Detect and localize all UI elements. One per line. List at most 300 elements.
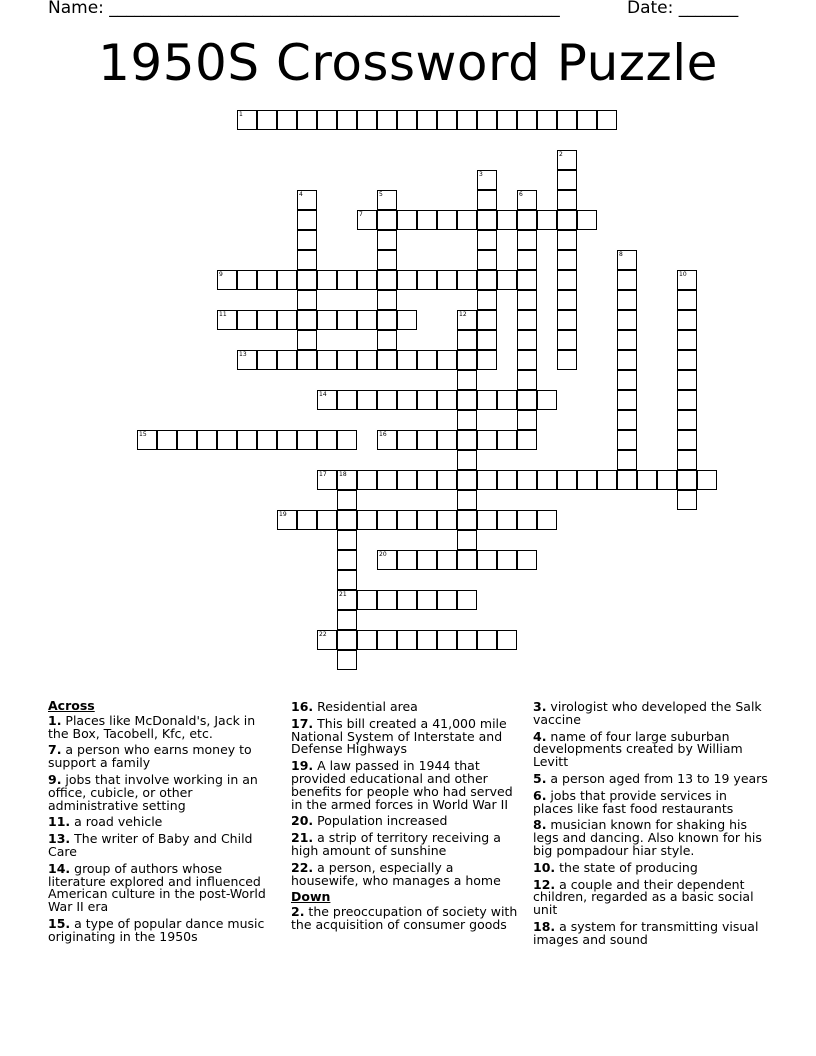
clue-number-label: 15. <box>48 915 71 931</box>
clue-number-label: 2. <box>291 904 305 920</box>
grid-cell[interactable] <box>177 430 197 450</box>
clue-text: A law passed in 1944 that provided educational and other benefits for people who had served in the armed forces in World War II <box>291 758 513 812</box>
grid-cell[interactable] <box>617 350 637 370</box>
grid-cell[interactable] <box>337 630 357 650</box>
grid-cell[interactable] <box>457 330 477 350</box>
across-clue <box>48 816 276 829</box>
clue-number: 21 <box>339 591 347 598</box>
grid-cell[interactable] <box>357 310 377 330</box>
grid-cell[interactable] <box>677 410 697 430</box>
grid-cell[interactable] <box>677 390 697 410</box>
grid-cell[interactable] <box>357 470 377 490</box>
grid-cell[interactable] <box>617 470 637 490</box>
down-clue <box>533 876 769 918</box>
grid-cell[interactable] <box>397 390 417 410</box>
grid-cell[interactable] <box>397 110 417 130</box>
grid-cell[interactable] <box>677 310 697 330</box>
grid-cell[interactable] <box>457 210 477 230</box>
grid-cell[interactable] <box>677 470 697 490</box>
grid-cell[interactable] <box>457 110 477 130</box>
grid-cell[interactable] <box>137 430 157 450</box>
grid-cell[interactable] <box>377 210 397 230</box>
clue-text: a couple and their dependent children, regarded as a basic social unit <box>533 876 754 918</box>
grid-cell[interactable] <box>457 450 477 470</box>
grid-cell[interactable] <box>517 290 537 310</box>
grid-cell[interactable] <box>617 310 637 330</box>
grid-cell[interactable] <box>217 270 237 290</box>
clue-text: name of four large suburban developments created by William Levitt <box>533 728 743 770</box>
grid-cell[interactable] <box>377 590 397 610</box>
grid-cell[interactable] <box>417 550 437 570</box>
grid-cell[interactable] <box>377 390 397 410</box>
down-clue <box>533 819 769 857</box>
grid-cell[interactable] <box>437 430 457 450</box>
grid-cell[interactable] <box>557 290 577 310</box>
grid-cell[interactable] <box>577 110 597 130</box>
clues-column-1 <box>48 700 276 948</box>
clue-number: 1 <box>239 111 243 118</box>
grid-cell[interactable] <box>257 270 277 290</box>
grid-cell[interactable] <box>517 410 537 430</box>
clue-number: 15 <box>139 431 147 438</box>
page-title: 1950S Crossword Puzzle <box>98 34 718 92</box>
grid-cell[interactable] <box>437 270 457 290</box>
grid-cell[interactable] <box>197 430 217 450</box>
grid-cell[interactable] <box>477 330 497 350</box>
clue-number: 18 <box>339 471 347 478</box>
grid-cell[interactable] <box>557 170 577 190</box>
grid-cell[interactable] <box>317 470 337 490</box>
grid-cell[interactable] <box>697 470 717 490</box>
grid-cell[interactable] <box>377 510 397 530</box>
name-field-label: Name: _____________________________________________________ <box>48 0 560 18</box>
grid-cell[interactable] <box>477 630 497 650</box>
grid-cell[interactable] <box>257 350 277 370</box>
clue-number: 20 <box>379 551 387 558</box>
grid-cell[interactable] <box>317 350 337 370</box>
grid-cell[interactable] <box>357 510 377 530</box>
down-clue <box>533 859 769 875</box>
clue-text: a system for transmitting visual images and sound <box>533 918 759 947</box>
grid-cell[interactable] <box>417 110 437 130</box>
grid-cell[interactable] <box>457 370 477 390</box>
grid-cell[interactable] <box>517 470 537 490</box>
grid-cell[interactable] <box>517 190 537 210</box>
grid-cell[interactable] <box>457 270 477 290</box>
grid-cell[interactable] <box>537 510 557 530</box>
grid-cell[interactable] <box>317 110 337 130</box>
grid-cell[interactable] <box>437 210 457 230</box>
grid-cell[interactable] <box>517 370 537 390</box>
across-clue <box>48 771 276 813</box>
grid-cell[interactable] <box>437 350 457 370</box>
grid-cell[interactable] <box>437 550 457 570</box>
grid-cell[interactable] <box>437 390 457 410</box>
grid-cell[interactable] <box>517 270 537 290</box>
grid-cell[interactable] <box>397 270 417 290</box>
across-clue <box>291 715 521 757</box>
grid-cell[interactable] <box>457 530 477 550</box>
grid-cell[interactable] <box>317 310 337 330</box>
grid-cell[interactable] <box>497 630 517 650</box>
across-clue <box>48 712 276 741</box>
grid-cell[interactable] <box>277 110 297 130</box>
grid-cell[interactable] <box>477 470 497 490</box>
down-heading: Down <box>291 889 331 905</box>
grid-cell[interactable] <box>397 630 417 650</box>
grid-cell[interactable] <box>237 310 257 330</box>
grid-cell[interactable] <box>337 430 357 450</box>
grid-cell[interactable] <box>257 310 277 330</box>
grid-cell[interactable] <box>377 110 397 130</box>
grid-cell[interactable] <box>317 430 337 450</box>
grid-cell[interactable] <box>337 530 357 550</box>
grid-cell[interactable] <box>377 310 397 330</box>
grid-cell[interactable] <box>397 590 417 610</box>
grid-cell[interactable] <box>557 470 577 490</box>
grid-cell[interactable] <box>457 490 477 510</box>
grid-cell[interactable] <box>297 230 317 250</box>
grid-cell[interactable] <box>477 430 497 450</box>
grid-cell[interactable] <box>437 470 457 490</box>
grid-cell[interactable] <box>677 290 697 310</box>
grid-cell[interactable] <box>317 270 337 290</box>
across-clue <box>48 833 276 859</box>
grid-cell[interactable] <box>497 550 517 570</box>
grid-cell[interactable] <box>337 350 357 370</box>
grid-cell[interactable] <box>677 450 697 470</box>
grid-cell[interactable] <box>317 630 337 650</box>
grid-cell[interactable] <box>377 330 397 350</box>
grid-cell[interactable] <box>417 350 437 370</box>
grid-cell[interactable] <box>497 510 517 530</box>
clue-number: 12 <box>459 311 467 318</box>
clue-number-label: 10. <box>533 859 556 875</box>
clue-text: This bill created a 41,000 mile National System of Interstate and Defense Highways <box>291 715 507 757</box>
grid-cell[interactable] <box>277 270 297 290</box>
down-clue <box>533 787 769 816</box>
grid-cell[interactable] <box>297 190 317 210</box>
grid-cell[interactable] <box>437 630 457 650</box>
grid-cell[interactable] <box>477 390 497 410</box>
clue-text: Population increased <box>313 813 448 829</box>
grid-cell[interactable] <box>617 330 637 350</box>
grid-cell[interactable] <box>457 390 477 410</box>
grid-cell[interactable] <box>517 510 537 530</box>
grid-cell[interactable] <box>377 630 397 650</box>
grid-cell[interactable] <box>477 510 497 530</box>
clue-number: 19 <box>279 511 287 518</box>
grid-cell[interactable] <box>377 430 397 450</box>
grid-cell[interactable] <box>557 250 577 270</box>
grid-cell[interactable] <box>337 650 357 670</box>
clue-text: jobs that provide services in places like fast food restaurants <box>533 787 734 816</box>
grid-cell[interactable] <box>677 330 697 350</box>
down-clue-list <box>291 906 521 932</box>
grid-cell[interactable] <box>517 430 537 450</box>
grid-cell[interactable] <box>477 110 497 130</box>
down-clue <box>291 906 521 932</box>
across-heading: Across <box>48 698 95 713</box>
grid-cell[interactable] <box>377 470 397 490</box>
grid-cell[interactable] <box>477 210 497 230</box>
grid-cell[interactable] <box>457 550 477 570</box>
grid-cell[interactable] <box>617 250 637 270</box>
grid-cell[interactable] <box>357 390 377 410</box>
grid-cell[interactable] <box>397 350 417 370</box>
grid-cell[interactable] <box>417 630 437 650</box>
grid-cell[interactable] <box>397 210 417 230</box>
grid-cell[interactable] <box>497 210 517 230</box>
grid-cell[interactable] <box>557 330 577 350</box>
clue-number: 8 <box>619 251 623 258</box>
grid-cell[interactable] <box>237 350 257 370</box>
grid-cell[interactable] <box>377 190 397 210</box>
grid-cell[interactable] <box>377 250 397 270</box>
grid-cell[interactable] <box>237 270 257 290</box>
grid-cell[interactable] <box>417 430 437 450</box>
grid-cell[interactable] <box>677 430 697 450</box>
grid-cell[interactable] <box>337 490 357 510</box>
grid-cell[interactable] <box>457 630 477 650</box>
grid-cell[interactable] <box>297 350 317 370</box>
grid-cell[interactable] <box>497 470 517 490</box>
across-clue <box>291 760 521 811</box>
across-clue-list <box>48 712 276 944</box>
grid-cell[interactable] <box>257 430 277 450</box>
grid-cell[interactable] <box>297 270 317 290</box>
grid-cell[interactable] <box>477 350 497 370</box>
grid-cell[interactable] <box>477 190 497 210</box>
grid-cell[interactable] <box>277 510 297 530</box>
grid-cell[interactable] <box>297 510 317 530</box>
clue-number-label: 21. <box>291 830 314 846</box>
grid-cell[interactable] <box>357 350 377 370</box>
grid-cell[interactable] <box>337 390 357 410</box>
grid-cell[interactable] <box>417 210 437 230</box>
grid-cell[interactable] <box>517 310 537 330</box>
across-clue <box>291 815 521 828</box>
grid-cell[interactable] <box>537 210 557 230</box>
grid-cell[interactable] <box>217 430 237 450</box>
down-clue-list-continued <box>533 701 769 947</box>
grid-cell[interactable] <box>277 430 297 450</box>
grid-cell[interactable] <box>517 390 537 410</box>
grid-cell[interactable] <box>517 210 537 230</box>
grid-cell[interactable] <box>517 330 537 350</box>
clue-number-label: 4. <box>533 728 547 744</box>
grid-cell[interactable] <box>537 390 557 410</box>
grid-cell[interactable] <box>297 290 317 310</box>
grid-cell[interactable] <box>517 350 537 370</box>
grid-cell[interactable] <box>597 470 617 490</box>
clue-text: a type of popular dance music originating in the 1950s <box>48 915 265 944</box>
grid-cell[interactable] <box>337 470 357 490</box>
grid-cell[interactable] <box>457 470 477 490</box>
clue-number: 6 <box>519 191 523 198</box>
grid-cell[interactable] <box>357 210 377 230</box>
grid-cell[interactable] <box>337 610 357 630</box>
grid-cell[interactable] <box>677 370 697 390</box>
grid-cell[interactable] <box>217 310 237 330</box>
grid-cell[interactable] <box>437 110 457 130</box>
grid-cell[interactable] <box>457 510 477 530</box>
grid-cell[interactable] <box>397 430 417 450</box>
grid-cell[interactable] <box>337 550 357 570</box>
grid-cell[interactable] <box>357 630 377 650</box>
grid-cell[interactable] <box>297 430 317 450</box>
grid-cell[interactable] <box>277 310 297 330</box>
grid-cell[interactable] <box>397 470 417 490</box>
grid-cell[interactable] <box>537 470 557 490</box>
grid-cell[interactable] <box>477 310 497 330</box>
grid-cell[interactable] <box>417 270 437 290</box>
grid-cell[interactable] <box>337 310 357 330</box>
clue-text: a road vehicle <box>70 814 163 830</box>
grid-cell[interactable] <box>337 110 357 130</box>
grid-cell[interactable] <box>597 110 617 130</box>
grid-cell[interactable] <box>437 510 457 530</box>
clue-text: Residential area <box>313 699 418 714</box>
clue-text: a person, especially a housewife, who manages a home <box>291 859 501 888</box>
grid-cell[interactable] <box>637 470 657 490</box>
clue-number: 7 <box>359 211 363 218</box>
clue-text: a strip of territory receiving a high amount of sunshine <box>291 830 501 858</box>
grid-cell[interactable] <box>477 270 497 290</box>
clue-number: 13 <box>239 351 247 358</box>
grid-cell[interactable] <box>357 590 377 610</box>
grid-cell[interactable] <box>617 370 637 390</box>
grid-cell[interactable] <box>497 110 517 130</box>
grid-cell[interactable] <box>457 590 477 610</box>
grid-cell[interactable] <box>677 270 697 290</box>
grid-cell[interactable] <box>557 310 577 330</box>
clue-number: 17 <box>319 471 327 478</box>
clue-number: 9 <box>219 271 223 278</box>
grid-cell[interactable] <box>157 430 177 450</box>
across-clue <box>291 832 521 858</box>
grid-cell[interactable] <box>557 350 577 370</box>
clue-text: a person who earns money to support a family <box>48 742 252 771</box>
grid-cell[interactable] <box>357 110 377 130</box>
grid-cell[interactable] <box>557 230 577 250</box>
grid-cell[interactable] <box>477 170 497 190</box>
across-clue <box>291 859 521 888</box>
clue-number: 4 <box>299 191 303 198</box>
grid-cell[interactable] <box>377 270 397 290</box>
grid-cell[interactable] <box>477 550 497 570</box>
grid-cell[interactable] <box>337 590 357 610</box>
grid-cell[interactable] <box>557 110 577 130</box>
clue-number: 22 <box>319 631 327 638</box>
grid-cell[interactable] <box>297 210 317 230</box>
grid-cell[interactable] <box>417 590 437 610</box>
grid-cell[interactable] <box>657 470 677 490</box>
grid-cell[interactable] <box>397 510 417 530</box>
grid-cell[interactable] <box>237 430 257 450</box>
grid-cell[interactable] <box>617 390 637 410</box>
grid-cell[interactable] <box>517 250 537 270</box>
clues-column-3 <box>533 701 769 951</box>
grid-cell[interactable] <box>517 230 537 250</box>
grid-cell[interactable] <box>557 150 577 170</box>
grid-cell[interactable] <box>237 110 257 130</box>
grid-cell[interactable] <box>397 550 417 570</box>
grid-cell[interactable] <box>357 270 377 290</box>
grid-cell[interactable] <box>537 110 557 130</box>
grid-cell[interactable] <box>557 210 577 230</box>
grid-cell[interactable] <box>337 570 357 590</box>
grid-cell[interactable] <box>257 110 277 130</box>
clue-text: the state of producing <box>555 859 698 875</box>
clue-number-label: 6. <box>533 787 547 803</box>
grid-cell[interactable] <box>297 250 317 270</box>
clue-number-label: 12. <box>533 876 556 892</box>
grid-cell[interactable] <box>337 510 357 530</box>
clue-number-label: 19. <box>291 758 314 774</box>
grid-cell[interactable] <box>417 390 437 410</box>
clue-number: 14 <box>319 391 327 398</box>
grid-cell[interactable] <box>617 270 637 290</box>
grid-cell[interactable] <box>377 550 397 570</box>
grid-cell[interactable] <box>477 230 497 250</box>
grid-cell[interactable] <box>617 430 637 450</box>
grid-cell[interactable] <box>517 550 537 570</box>
grid-cell[interactable] <box>617 410 637 430</box>
grid-cell[interactable] <box>297 330 317 350</box>
grid-cell[interactable] <box>677 490 697 510</box>
clue-text: The writer of Baby and Child Care <box>48 831 253 859</box>
clue-number-label: 8. <box>533 817 547 833</box>
grid-cell[interactable] <box>397 310 417 330</box>
grid-cell[interactable] <box>317 390 337 410</box>
grid-cell[interactable] <box>477 290 497 310</box>
grid-cell[interactable] <box>497 390 517 410</box>
grid-cell[interactable] <box>677 350 697 370</box>
grid-cell[interactable] <box>457 410 477 430</box>
grid-cell[interactable] <box>457 430 477 450</box>
grid-cell[interactable] <box>517 110 537 130</box>
grid-cell[interactable] <box>557 270 577 290</box>
grid-cell[interactable] <box>337 270 357 290</box>
grid-cell[interactable] <box>417 510 437 530</box>
clue-number-label: 16. <box>291 699 314 714</box>
clue-number: 10 <box>679 271 687 278</box>
grid-cell[interactable] <box>617 450 637 470</box>
clue-number-label: 1. <box>48 712 62 728</box>
grid-cell[interactable] <box>477 250 497 270</box>
grid-cell[interactable] <box>577 210 597 230</box>
grid-cell[interactable] <box>497 270 517 290</box>
grid-cell[interactable] <box>557 190 577 210</box>
grid-cell[interactable] <box>377 230 397 250</box>
grid-cell[interactable] <box>417 470 437 490</box>
grid-cell[interactable] <box>297 110 317 130</box>
clue-number: 11 <box>219 311 227 318</box>
grid-cell[interactable] <box>617 290 637 310</box>
clue-number-label: 20. <box>291 813 314 829</box>
grid-cell[interactable] <box>457 350 477 370</box>
grid-cell[interactable] <box>277 350 297 370</box>
grid-cell[interactable] <box>457 310 477 330</box>
grid-cell[interactable] <box>377 290 397 310</box>
grid-cell[interactable] <box>377 350 397 370</box>
grid-cell[interactable] <box>497 430 517 450</box>
grid-cell[interactable] <box>577 470 597 490</box>
grid-cell[interactable] <box>437 590 457 610</box>
grid-cell[interactable] <box>317 510 337 530</box>
grid-cell[interactable] <box>297 310 317 330</box>
